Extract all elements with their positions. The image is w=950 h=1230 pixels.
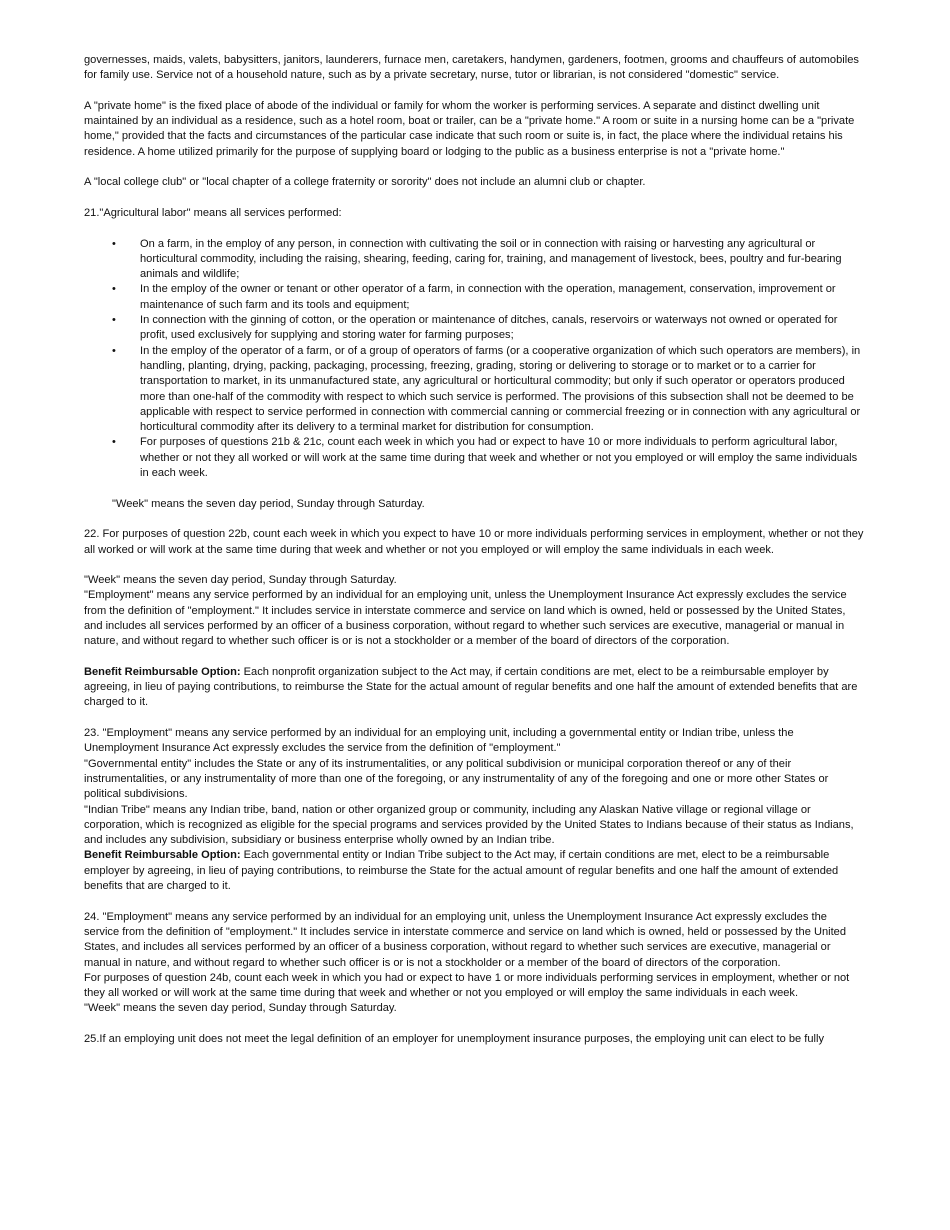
item-22-benefit-option: [84, 665, 864, 711]
bullet-icon: •: [112, 283, 116, 296]
item-23-benefit-option: [84, 848, 864, 894]
bullet-icon: •: [112, 314, 116, 327]
list-item-text: For purposes of questions 21b & 21c, count each week in which you had or expect to have 10 or more individuals to perform agricultural labor, whether or not they all worked or will work at the same time during that week and whether or not you employed or will employ the same individuals in each week.: [140, 436, 858, 480]
item-23-employment-definition: 23. "Employment" means any service performed by an individual for an employing unit, including a governmental entity or Indian tribe, unless the Unemployment Insurance Act expressly excludes the service from the definition of "employment.": [84, 727, 794, 755]
item-24-count-paragraph: For purposes of question 24b, count each week in which you had or expect to have 1 or more individuals performing services in employment, whether or not they all worked or will work at the same time during that week and whether or not you employed or will employ the same individuals in each week.: [84, 971, 850, 1000]
item-25-paragraph: 25.If an employing unit does not meet the legal definition of an employer for unemployment insurance purposes, the employing unit can elect to be fully: [84, 1033, 825, 1045]
bullet-icon: •: [112, 344, 116, 357]
list-item: [84, 313, 864, 344]
benefit-option-label: Benefit Reimbursable Option:: [84, 849, 241, 862]
item-21-week-definition: "Week" means the seven day period, Sunday through Saturday.: [112, 497, 425, 510]
item-22-paragraph: 22. For purposes of question 22b, count each week in which you expect to have 10 or more individuals performing services in employment, whether or not they all worked or will work at the same time during that week and whether or not you employed or will employ the same individuals in each week.: [84, 528, 864, 556]
list-item: [84, 435, 864, 481]
item-22-employment-definition: "Employment" means any service performed by an individual for an employing unit, unless the Unemployment Insurance Act expressly excludes the service from the definition of "employment." It includes service in interstate commerce and service on land which is owned, held or possessed by the United States, and includes all services performed by an officer of a business corporation, without regard to whether such services are executive, managerial or manual in nature, and without regard to whether such officer is or is not a stockholder or a member of the board of directors of the corporation.: [84, 589, 847, 648]
list-item: [84, 237, 864, 283]
benefit-option-text: Each nonprofit organization subject to the Act may, if certain conditions are met, elect to be a reimbursable employer by agreeing, in lieu of paying contributions, to reimburse the State for the actual amount of regular benefits and one half the amount of extended benefits that are charged to it.: [84, 665, 858, 709]
agricultural-labor-list: [84, 237, 864, 482]
bullet-icon: •: [112, 436, 116, 449]
list-item: [84, 282, 864, 313]
bullet-icon: •: [112, 237, 116, 250]
document-page: [84, 53, 864, 1047]
college-club-paragraph: A "local college club" or "local chapter of a college fraternity or sorority" does not include an alumni club or chapter.: [84, 176, 646, 189]
list-item: [84, 344, 864, 436]
item-22-week-definition: "Week" means the seven day period, Sunday through Saturday.: [84, 574, 397, 587]
list-item-text: On a farm, in the employ of any person, in connection with cultivating the soil or in connection with raising or harvesting any agricultural or horticultural commodity, including the raising, shearing, feeding, caring for, training, and management of livestock, bees, poultry and fur-bearing animals and wildlife;: [140, 237, 842, 281]
benefit-option-label: Benefit Reimbursable Option:: [84, 665, 241, 678]
item-23-indian-tribe: "Indian Tribe" means any Indian tribe, band, nation or other organized group or community, including any Alaskan Native village or regional village or corporation, which is recognized as eligible for the special programs and services provided by the United States to Indians because of their status as Indians, and includes any subdivision, subsidiary or business enterprise wholly owned by an Indian tribe.: [84, 803, 854, 847]
item-21-heading: 21."Agricultural labor" means all services performed:: [84, 206, 342, 219]
benefit-option-text: Each governmental entity or Indian Tribe subject to the Act may, if certain conditions are met, elect to be a reimbursable employer by agreeing, in lieu of paying contributions, to reimburse the State for the actual amount of regular benefits and one half the amount of extended benefits that are charged to it.: [84, 849, 839, 893]
list-item-text: In connection with the ginning of cotton, or the operation or maintenance of ditches, canals, reservoirs or waterways not owned or operated for profit, used exclusively for supplying and storing water for farming purposes;: [140, 314, 838, 342]
item-24-week-definition: "Week" means the seven day period, Sunday through Saturday.: [84, 1002, 397, 1015]
list-item-text: In the employ of the operator of a farm, or of a group of operators of farms (or a cooperative organization of which such operators are members), in handling, planting, drying, packing, packaging, processing, freezing, grading, storing or delivering to storage or to market or to a carrier for transportation to market, in its unmanufactured state, any agricultural or horticultural commodity; but only if such operator or operators produced more than one-half of the commodity with respect to which such service is performed. The provisions of this subsection shall not be deemed to be applicable with respect to service performed in connection with commercial canning or commercial freezing or in connection with any agricultural or horticultural commodity after its delivery to a terminal market for distribution for consumption.: [140, 344, 861, 434]
list-item-text: In the employ of the owner or tenant or other operator of a farm, in connection with the operation, management, conservation, improvement or maintenance of such farm and its tools and equipment;: [140, 283, 836, 311]
item-23-governmental-entity: "Governmental entity" includes the State or any of its instrumentalities, or any political subdivision or municipal corporation thereof or any of their instrumentalities, or any instrumentality of more than one of the foregoing, or any instrumentality of any of the foregoing and one or more other States or political subdivisions.: [84, 757, 829, 801]
intro-paragraph: governesses, maids, valets, babysitters, janitors, launderers, furnace men, caretakers, handymen, gardeners, footmen, grooms and chauffeurs of automobiles for family use. Service not of a household nature, such as by a private secretary, nurse, tutor or librarian, is not considered "domestic" service.: [84, 54, 859, 82]
item-24-employment-definition: 24. "Employment" means any service performed by an individual for an employing unit, unless the Unemployment Insurance Act expressly excludes the service from the definition of "employment." It includes service in interstate commerce and service on land which is owned, held or possessed by the United States, and includes all services performed by an officer of a business corporation, without regard to whether such services are executive, managerial or manual in nature, and without regard to whether such officer is or is not a stockholder or a member of the board of directors of the corporation.: [84, 910, 847, 969]
private-home-paragraph: A "private home" is the fixed place of abode of the individual or family for whom the worker is performing services. A separate and distinct dwelling unit maintained by an individual as a residence, such as a hotel room, boat or trailer, can be a "private home." A room or suite in a nursing home can be a "private home," provided that the facts and circumstances of the particular case indicate that such room or suite is, in fact, the place where the individual retains his residence. A home utilized primarily for the purpose of supplying board or lodging to the public as a business enterprise is not a "private home.": [84, 99, 855, 158]
